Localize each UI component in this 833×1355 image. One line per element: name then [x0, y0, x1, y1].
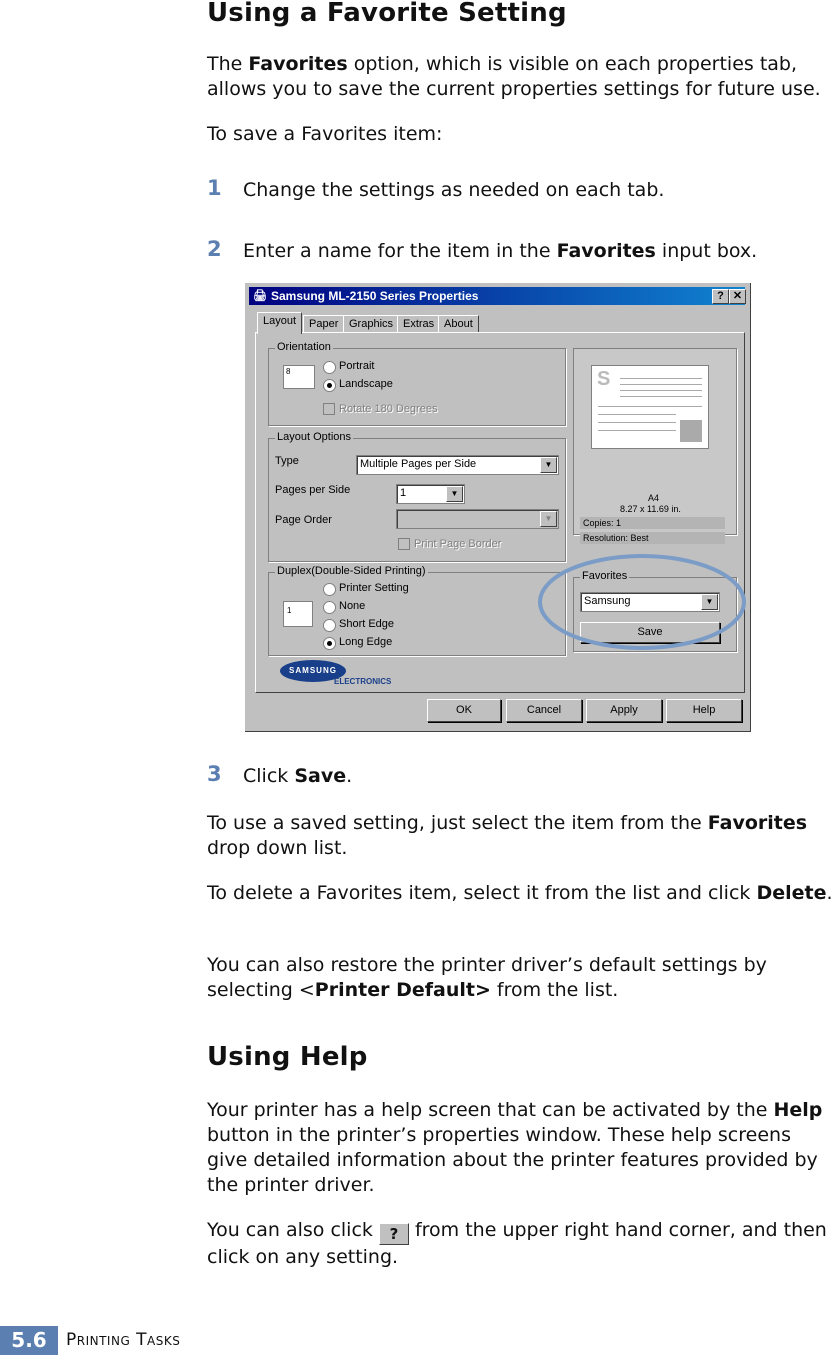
pages-per-side-select[interactable]: 1 ▼ [396, 484, 465, 504]
landscape-preview-icon: 8 [283, 365, 315, 389]
tab-paper[interactable]: Paper [303, 315, 344, 333]
duplex-printer-setting-label: Printer Setting [339, 582, 409, 594]
chapter-title: Printing Tasks [66, 1330, 181, 1350]
step-1-text: Change the settings as needed on each tab. [243, 179, 665, 201]
duplex-short-edge-label: Short Edge [339, 618, 395, 630]
portrait-radio[interactable] [323, 361, 336, 374]
step-3-text: Click Save. [243, 765, 353, 787]
use-saved-paragraph: To use a saved setting, just select the item from the Favorites drop down list. [207, 812, 808, 859]
duplex-preview-icon: 1 [283, 601, 313, 627]
duplex-group [268, 565, 566, 656]
paper-name: A4 [648, 493, 660, 503]
ok-button[interactable]: OK [427, 699, 501, 722]
type-label: Type [275, 455, 299, 467]
samsung-electronics-text: ELECTRONICS [334, 677, 392, 686]
page-order-label: Page Order [275, 514, 332, 526]
save-intro: To save a Favorites item: [207, 123, 443, 145]
step-3-number: 3 [207, 762, 222, 786]
type-select[interactable]: Multiple Pages per Side ▼ [356, 455, 559, 475]
layout-options-group [268, 431, 566, 562]
duplex-none-radio[interactable] [323, 601, 336, 614]
rotate-checkbox[interactable] [323, 403, 335, 415]
print-border-checkbox[interactable] [398, 538, 410, 550]
preview-letter-logo: S [597, 368, 611, 390]
page-order-select[interactable] [396, 509, 559, 529]
duplex-long-edge-label: Long Edge [339, 636, 393, 648]
copies-info: Copies: 1 [580, 517, 725, 529]
cancel-button[interactable]: Cancel [506, 699, 582, 722]
tab-extras[interactable]: Extras [397, 315, 440, 333]
page-preview [591, 365, 709, 449]
rotate-label: Rotate 180 Degrees [339, 403, 438, 415]
samsung-logo: SAMSUNG [280, 660, 346, 682]
orientation-group [268, 341, 566, 426]
help-icon-paragraph: You can also click ? from the upper right hand corner, and then click on any setting. [207, 1219, 827, 1268]
landscape-radio[interactable] [323, 379, 336, 392]
dialog-titlebar [249, 287, 745, 305]
chevron-down-icon: ▼ [701, 594, 718, 610]
page-number: 5.6 [0, 1326, 58, 1355]
help-button[interactable]: Help [666, 699, 742, 722]
pages-per-side-label: Pages per Side [275, 484, 351, 496]
favorites-select[interactable]: Samsung ▼ [580, 592, 720, 612]
heading-favorite-setting: Using a Favorite Setting [207, 0, 567, 28]
tab-layout[interactable]: Layout [257, 312, 302, 334]
duplex-short-edge-radio[interactable] [323, 619, 336, 632]
print-border-label: Print Page Border [414, 538, 502, 550]
heading-using-help: Using Help [207, 1042, 368, 1072]
preview-group [573, 348, 737, 543]
help-title-button[interactable]: ? [712, 289, 729, 304]
paper-size: 8.27 x 11.69 in. [620, 504, 681, 514]
help-question-icon: ? [379, 1223, 409, 1245]
duplex-none-label: None [339, 600, 366, 612]
close-icon[interactable]: ✕ [729, 289, 746, 304]
step-1-number: 1 [207, 176, 222, 200]
printer-icon: 🖨 [253, 290, 267, 302]
tab-about[interactable]: About [438, 315, 479, 333]
favorites-save-button[interactable]: Save [580, 622, 720, 643]
duplex-label: Duplex(Double-Sided Printing) [277, 565, 426, 577]
duplex-long-edge-radio[interactable] [323, 637, 336, 650]
step-2-number: 2 [207, 237, 222, 261]
apply-button[interactable]: Apply [586, 699, 662, 722]
favorites-intro: The Favorites option, which is visible on each properties tab, allows you to save the current properties settings for future use. [207, 53, 821, 100]
resolution-info: Resolution: Best [580, 532, 725, 544]
delete-paragraph: To delete a Favorites item, select it from the list and click Delete. [207, 882, 833, 904]
properties-dialog [244, 282, 752, 733]
layout-options-label: Layout Options [277, 431, 351, 443]
step-2-text: Enter a name for the item in the Favorites input box. [243, 240, 758, 262]
chevron-down-icon: ▼ [540, 457, 557, 473]
dialog-title: Samsung ML-2150 Series Properties [271, 289, 479, 303]
favorites-highlight-ring [536, 552, 752, 656]
duplex-printer-setting-radio[interactable] [323, 583, 336, 596]
tab-graphics[interactable]: Graphics [343, 315, 399, 333]
favorites-label: Favorites [582, 570, 628, 582]
landscape-label: Landscape [339, 378, 393, 390]
chevron-down-icon: ▼ [540, 511, 557, 527]
orientation-label: Orientation [277, 341, 331, 353]
portrait-label: Portrait [339, 360, 375, 372]
chevron-down-icon: ▼ [446, 486, 463, 502]
restore-paragraph: You can also restore the printer driver’s default settings by selecting <Printer Default> from the list. [207, 954, 767, 1001]
help-paragraph: Your printer has a help screen that can be activated by the Help button in the printer’s properties window. These help screens give detailed information about the printer features provided by the printer driver. [207, 1099, 823, 1196]
